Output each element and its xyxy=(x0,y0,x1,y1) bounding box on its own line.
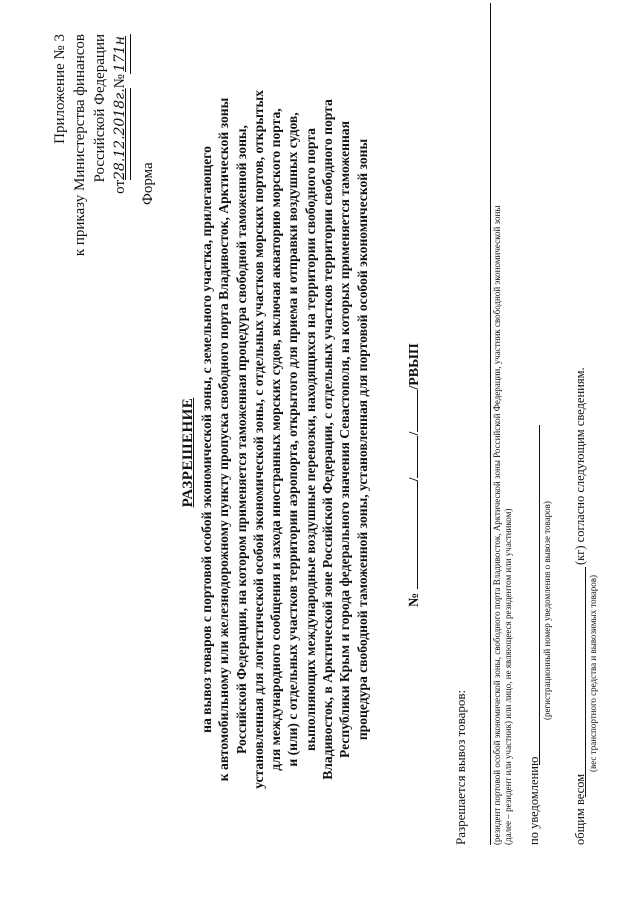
appendix-order-ref: к приказу Министерства финансов xyxy=(72,34,88,257)
description-line: и (или) с отдельных участков территории аэропорта, открытого для приема и отправки воздушных судов, xyxy=(285,112,301,767)
description-line: к автомобильному или железнодорожному пункту пропуска свободного порта Владивосток, Арктической зоны xyxy=(216,97,232,782)
description-line: установленная для логистической особой экономической зоны, с отдельных участков морских портов, открытых xyxy=(250,90,266,789)
form-label: Форма xyxy=(140,162,156,205)
resident-caption-line-2: (далее – резидент или участник) или лицо, не являющееся резидентом или участником) xyxy=(503,508,513,845)
permit-number-label: № xyxy=(407,592,422,607)
appendix-header xyxy=(50,34,131,256)
document-description xyxy=(198,12,371,867)
notification-label: по уведомлению xyxy=(527,756,541,845)
description-line: выполняющих международные воздушные перевозки, находящихся на территории свободного порта xyxy=(302,128,318,751)
order-number: 171н xyxy=(110,34,131,74)
description-line: Российской Федерации, на котором применяется таможенная процедура свободной таможенной зоны, xyxy=(233,125,249,754)
notification-field-line xyxy=(539,425,540,765)
permit-number-blank-2 xyxy=(405,436,418,478)
weight-suffix: (кг) согласно следующим сведениям. xyxy=(573,367,587,565)
appendix-ministry: Российской Федерации xyxy=(92,34,108,183)
resident-field-line xyxy=(490,3,491,845)
permit-number-suffix: /РВЫП xyxy=(407,343,422,390)
permit-number-separator: / xyxy=(407,431,422,436)
permit-number-line xyxy=(405,343,423,607)
permit-number-blank-1 xyxy=(405,481,418,589)
date-prefix: от xyxy=(112,180,128,194)
weight-caption: (вес транспортного средства и вывозимых товаров) xyxy=(588,574,598,772)
permit-number-blank-3 xyxy=(405,390,418,432)
appendix-date-line xyxy=(110,34,131,256)
weight-label: общим весом xyxy=(573,773,587,845)
weight-field-line xyxy=(585,567,586,797)
description-line: процедура свободной таможенной зоны, установленная для портовой особой экономической зоны xyxy=(354,138,370,741)
permit-label: Разрешается вывоз товаров: xyxy=(453,689,468,845)
permit-number-separator: / xyxy=(407,477,422,482)
order-number-prefix: № xyxy=(112,74,128,89)
resident-caption-line-1: (резидент портовой особой экономической зоны, свободного порта Владивосток, Арктической зоны Российской Федерации, участник свободной экономической зоны xyxy=(492,205,502,845)
order-date: 28.12.2018г. xyxy=(110,88,131,180)
description-line: для международного сообщения и захода иностранных морских судов, включая акваторию морского порта, xyxy=(268,108,284,771)
notification-caption: (регистрационный номер уведомления о вывозе товаров) xyxy=(542,501,552,720)
appendix-number: Приложение № 3 xyxy=(52,34,68,144)
description-line: Владивосток, в Арктической зоне Российской Федерации, с отдельных участков территории свободного порта xyxy=(320,99,336,780)
description-line: Республики Крым и города федерального значения Севастополя, на которых применяется таможенная xyxy=(337,121,353,758)
resident-caption xyxy=(492,206,514,845)
document-title: РАЗРЕШЕНИЕ xyxy=(180,397,196,508)
description-line: на вывоз товаров с портовой особой экономической зоны, с земельного участка, прилегающего xyxy=(199,146,214,733)
